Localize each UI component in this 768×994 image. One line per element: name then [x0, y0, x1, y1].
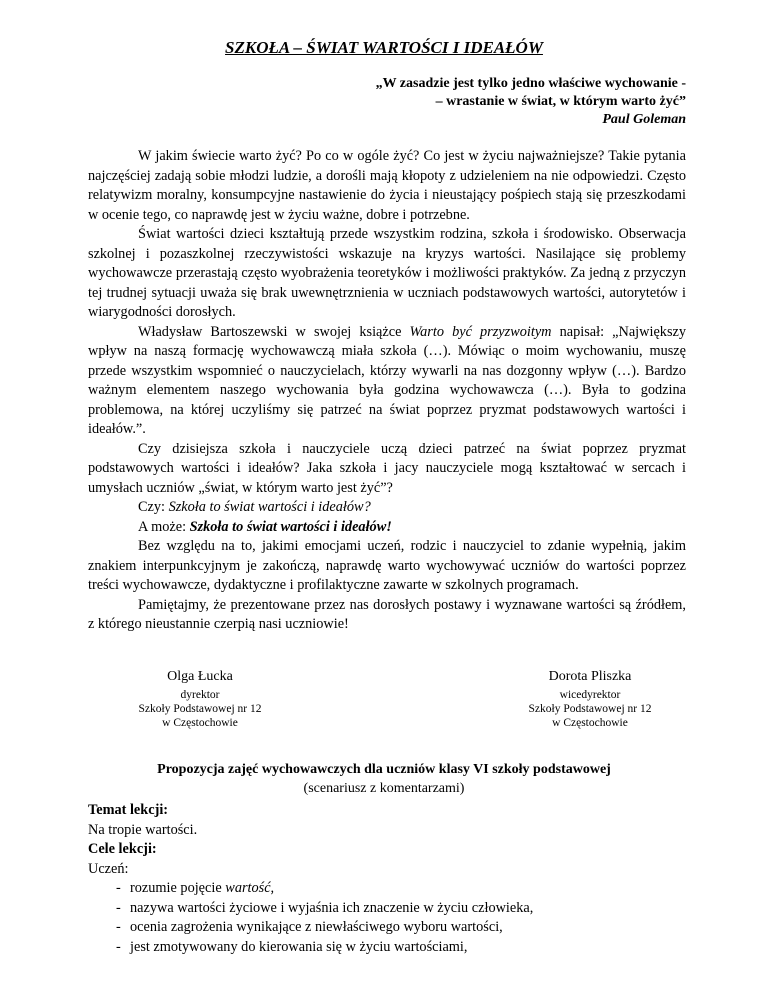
section-subheading: (scenariusz z komentarzami) [303, 781, 465, 796]
goal-item: - jest zmotywowany do kierowania się w życiu wartościami, [88, 938, 688, 958]
goal-1-term: wartość, [225, 880, 275, 896]
paragraph-3-start: Władysław Bartoszewski w swojej książce [138, 323, 410, 340]
paragraph-6 [88, 518, 686, 538]
goal-item [88, 879, 688, 899]
signature-left-school: Szkoły Podstawowej nr 12 [138, 703, 262, 715]
motto-author: Paul Goleman [602, 112, 686, 127]
paragraph-8: Pamiętajmy, że prezentowane przez nas dorosłych postawy i wyznawane wartości są źródłem, z którego nieustannie czerpią nasi uczniowie! [88, 596, 686, 632]
paragraph-1: W jakim świecie warto żyć? Po co w ogóle żyć? Co jest w życiu najważniejsze? Takie pytania najczęściej zadają sobie młodzi ludzie, a dorośli mają kłopoty z udzieleniem na nie odpowiedzi. Często relatywizm moralny, konsumpcyjne nastawienie do życia i nieustający pośpiech stają się przeszkodami w ocenie tego, co naprawdę jest w życiu ważne, dobre i potrzebne. [88, 148, 686, 223]
signature-left [100, 669, 300, 730]
section-heading: Propozycja zajęć wychowawczych dla uczniów klasy VI szkoły podstawowej [157, 762, 611, 777]
paragraph-5-start: Czy: [138, 499, 169, 515]
exclamation-motto: Szkoła to świat wartości i ideałów! [189, 518, 392, 535]
goal-1-text: rozumie pojęcie [130, 880, 226, 896]
paragraph-3 [88, 323, 686, 440]
document-title: SZKOŁA – ŚWIAT WARTOŚCI I IDEAŁÓW [225, 38, 543, 57]
lesson-proposal-header [0, 760, 768, 798]
lesson-plan [88, 801, 688, 957]
question-motto: Szkoła to świat wartości i ideałów? [168, 499, 371, 515]
signature-right-role: wicedyrektor [559, 689, 621, 701]
paragraph-6-start: A może: [138, 518, 190, 535]
signature-right [490, 669, 690, 730]
goals-list [88, 879, 688, 957]
signature-right-school: Szkoły Podstawowej nr 12 [528, 703, 652, 715]
motto-line-1: „W zasadzie jest tylko jedno właściwe wychowanie - [375, 76, 686, 91]
signature-right-name: Dorota Pliszka [548, 669, 632, 684]
goals-label: Cele lekcji: [88, 841, 157, 857]
signature-left-city: w Częstochowie [162, 717, 238, 729]
book-title: Warto być przyzwoitym [409, 323, 552, 340]
signature-left-name: Olga Łucka [167, 669, 233, 684]
signature-left-role: dyrektor [180, 689, 220, 701]
goal-item: - ocenia zagrożenia wynikające z niewłaściwego wyboru wartości, [88, 918, 688, 938]
paragraph-3-quote: napisał: „Największy wpływ na naszą formację wychowawczą miała szkoła (…). Mówiąc o moim wychowaniu, muszę przede wszystkim wspomnieć o nauczycielach, którzy wywarli na nas dozgonny wpływ (…). Bardzo ważnym elementem naszego wychowania była godzina wychowawcza (…). Była to godzina problemowa, na której uczyliśmy się patrzeć na świat poprzez pryzmat podstawowych wartości i ideałów.”. [88, 323, 686, 437]
intro-text [88, 147, 686, 635]
student-label: Uczeń: [88, 860, 129, 877]
paragraph-4: Czy dzisiejsza szkoła i nauczyciele uczą dzieci patrzeć na świat poprzez pryzmat podstawowych wartości i ideałów? Jaka szkoła i jacy nauczyciele mogą kształtować w sercach i umysłach uczniów „świat, w którym warto jest żyć”? [88, 440, 686, 496]
paragraph-7: Bez względu na to, jakimi emocjami uczeń, rodzic i nauczyciel to zdanie wypełnią, jakim znakiem interpunkcyjnym je zakończą, naprawdę warto wychowywać uczniów do wartości poprzez treści wychowawcze, dydaktyczne i profilaktyczne zawarte w szkolnych programach. [88, 538, 686, 593]
topic-label: Temat lekcji: [88, 802, 169, 818]
topic-value: Na tropie wartości. [88, 821, 198, 838]
motto-line-2: – wrastanie w świat, w którym warto żyć” [435, 94, 686, 109]
paragraph-5 [88, 498, 686, 518]
motto-quote [376, 75, 686, 129]
goal-item: - nazywa wartości życiowe i wyjaśnia ich znaczenie w życiu człowieka, [88, 899, 688, 919]
paragraph-2: Świat wartości dzieci kształtują przede wszystkim rodzina, szkoła i środowisko. Obserwacja szkolnej i pozaszkolnej rzeczywistości wskazuje na kryzys wartości. Nasilające się problemy wychowawcze przerastają często wyobrażenia teoretyków i możliwości praktyków. Za jedną z przyczyn tej trudnej sytuacji uważa się brak uwewnętrznienia w uczniach podstawowych wartości, autorytetów i wiarygodności dorosłych. [88, 226, 686, 320]
signature-right-city: w Częstochowie [552, 717, 628, 729]
